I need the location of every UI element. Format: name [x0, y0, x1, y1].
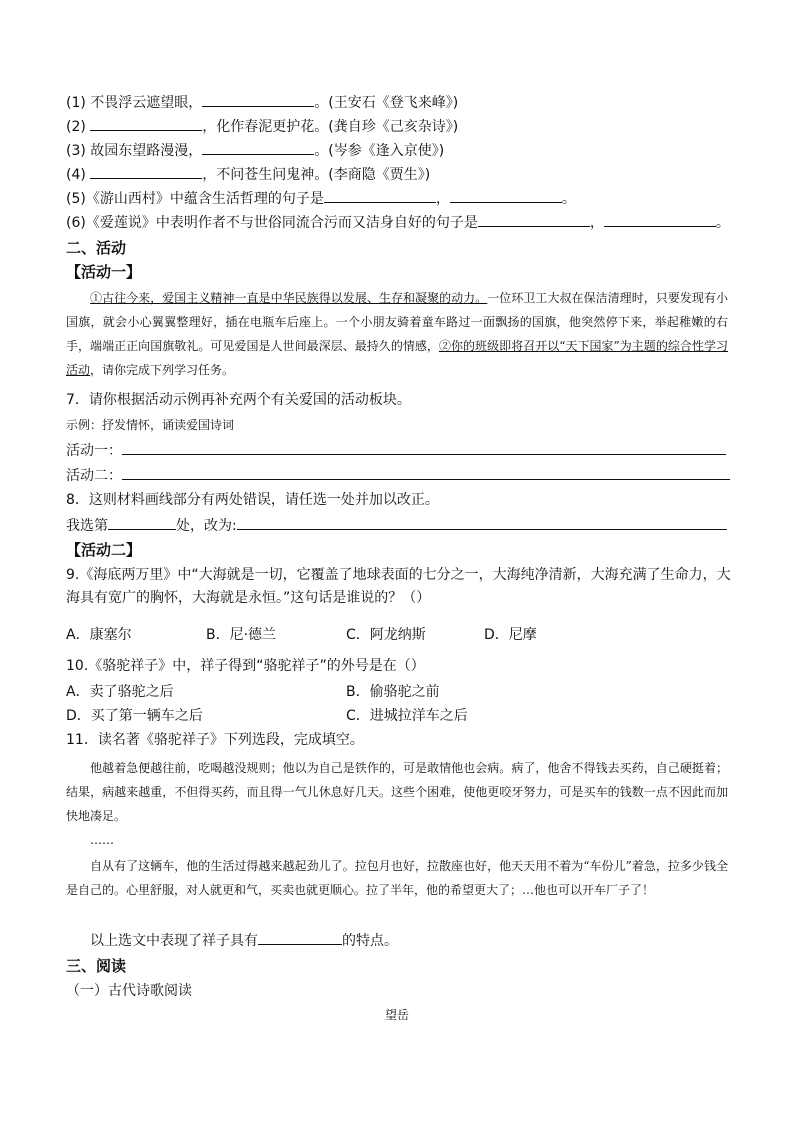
- passage-end: ，请你完成下列学习任务。: [90, 363, 235, 377]
- answer-blank[interactable]: [450, 188, 562, 203]
- question-9-line-1: 9.《海底两万里》中“大海就是一切，它覆盖了地球表面的七分之一，大海纯净清新，大海充满了生命力，大: [66, 567, 731, 583]
- q9-option-d[interactable]: D．尼摩: [484, 627, 537, 643]
- question-8: 8．这则材料画线部分有两处错误，请任选一处并加以改正。: [66, 492, 439, 508]
- answer-blank[interactable]: [122, 465, 730, 480]
- question-6: [66, 212, 730, 233]
- answer-blank[interactable]: [122, 440, 726, 455]
- activity-passage: [66, 286, 728, 382]
- q5-text: (5)《游山西村》中蕴含生活哲理的句子是: [66, 191, 324, 207]
- q9-option-a[interactable]: A．康塞尔: [66, 627, 132, 643]
- q3-text: (3) 故园东望路漫漫，: [66, 143, 203, 159]
- ellipsis: ……: [90, 833, 114, 847]
- answer-blank[interactable]: [324, 188, 436, 203]
- q6-end: 。: [715, 215, 730, 231]
- question-5: [66, 188, 576, 209]
- q11-answer: [90, 930, 398, 951]
- novel-excerpt-1: 他越着急便越往前，吃喝越没规则；他以为自己是铁作的，可是敢情他也会病。病了，他舍不得钱去买药，自己硬挺着；结果，病越来越重，不但得买药，而且得一气儿休息好几天。这些个困难，使他更咬牙努力，可是买车的钱数一点不因此而加快地凑足。: [66, 761, 728, 823]
- question-3: [66, 140, 444, 161]
- answer-blank[interactable]: [90, 116, 202, 131]
- answer-blank[interactable]: [478, 212, 590, 227]
- q7-example: 示例：抒发情怀，诵读爱国诗词: [66, 418, 235, 432]
- section-heading: 二、活动: [66, 239, 127, 257]
- answer-blank[interactable]: [202, 92, 314, 107]
- q10-option-a[interactable]: A．卖了骆驼之后: [66, 684, 174, 700]
- q2-source: ，化作春泥更护花。(龚自珍《己亥杂诗》): [202, 119, 459, 135]
- q10-option-d[interactable]: D．买了第一辆车之后: [66, 708, 203, 724]
- q6-comma: ，: [589, 215, 604, 231]
- answer-blank[interactable]: [237, 515, 727, 530]
- question-11: 11．读名著《骆驼祥子》下列选段，完成填空。: [66, 732, 364, 748]
- q5-end: 。: [561, 191, 576, 207]
- passage-text: 一位环卫工大叔在保洁清理时，只要发现有小国旗，就会小心翼翼整理好，插在电瓶车后座上。一个小朋友骑着童车路过一面飘扬的国旗，他突然停下来，举起稚嫩的右手，端端正正向国旗敬礼。可见爱国是人世间最深层、最持久的情感，: [66, 291, 728, 353]
- q11-label: 以上选文中表现了祥子具有: [90, 933, 258, 949]
- q9-option-c[interactable]: C．阿龙纳斯: [346, 627, 426, 643]
- activity-label: 活动一：: [66, 443, 122, 459]
- q10-option-c[interactable]: C．进城拉洋车之后: [346, 708, 468, 724]
- question-4: [66, 164, 430, 185]
- q5-comma: ，: [435, 191, 450, 207]
- question-1: [66, 92, 458, 113]
- poem-title: 望岳: [384, 1008, 409, 1022]
- answer-blank[interactable]: [604, 212, 716, 227]
- question-10: 10.《骆驼祥子》中，祥子得到“骆驼祥子”的外号是在（）: [66, 658, 425, 674]
- answer-blank[interactable]: [108, 515, 176, 530]
- q1-source: 。(王安石《登飞来峰》): [314, 95, 459, 111]
- activity-label: 活动二：: [66, 468, 122, 484]
- answer-blank[interactable]: [90, 164, 202, 179]
- question-2: [66, 116, 458, 137]
- q9-option-b[interactable]: B．尼·德兰: [206, 627, 277, 643]
- q8-label: 我选第: [66, 518, 108, 534]
- question-7: 7．请你根据活动示例再补充两个有关爱国的活动板块。: [66, 392, 411, 408]
- novel-excerpt-2: 自从有了这辆车，他的生活过得越来越起劲儿了。拉包月也好，拉散座也好，他天天用不着为“车份儿”着急，拉多少钱全是自己的。心里舒服，对人就更和气，买卖也就更顺心。拉了半年，他的希望更大了；…他也可以开车厂子了！: [66, 859, 728, 897]
- underlined-sentence-1: ①古往今来，爱国主义精神一直是中华民族得以发展、生存和凝聚的动力。: [90, 291, 488, 305]
- q1-text: (1) 不畏浮云遮望眼，: [66, 95, 203, 111]
- q4-source: ，不问苍生问鬼神。(李商隐《贾生》): [202, 167, 431, 183]
- q2-text: (2): [66, 119, 91, 135]
- question-9-line-2: 海具有宽广的胸怀，大海就是永恒。”这句话是谁说的？（）: [66, 590, 431, 606]
- q11-label-2: 的特点。: [342, 933, 398, 949]
- section-heading: 三、阅读: [66, 957, 127, 975]
- underlined-sentence-2: ②你的班级即将召开以“天下国家”为主题的综合性学习活动: [66, 339, 728, 377]
- q6-text: (6)《爱莲说》中表明作者不与世俗同流合污而又洁身自好的句子是: [66, 215, 478, 231]
- q8-answer: [66, 515, 727, 536]
- answer-blank[interactable]: [202, 140, 314, 155]
- q7-answer-2: [66, 465, 730, 486]
- answer-blank[interactable]: [258, 930, 342, 945]
- q7-answer-1: [66, 440, 726, 461]
- q4-text: (4): [66, 167, 91, 183]
- subsection-heading: （一）古代诗歌阅读: [66, 983, 192, 999]
- activity-one-heading: 【活动一】: [66, 263, 142, 281]
- q3-source: 。(岑参《逢入京使》): [314, 143, 445, 159]
- q10-option-b[interactable]: B．偷骆驼之前: [346, 684, 440, 700]
- activity-two-heading: 【活动二】: [66, 541, 142, 559]
- q8-label-2: 处，改为:: [176, 518, 237, 534]
